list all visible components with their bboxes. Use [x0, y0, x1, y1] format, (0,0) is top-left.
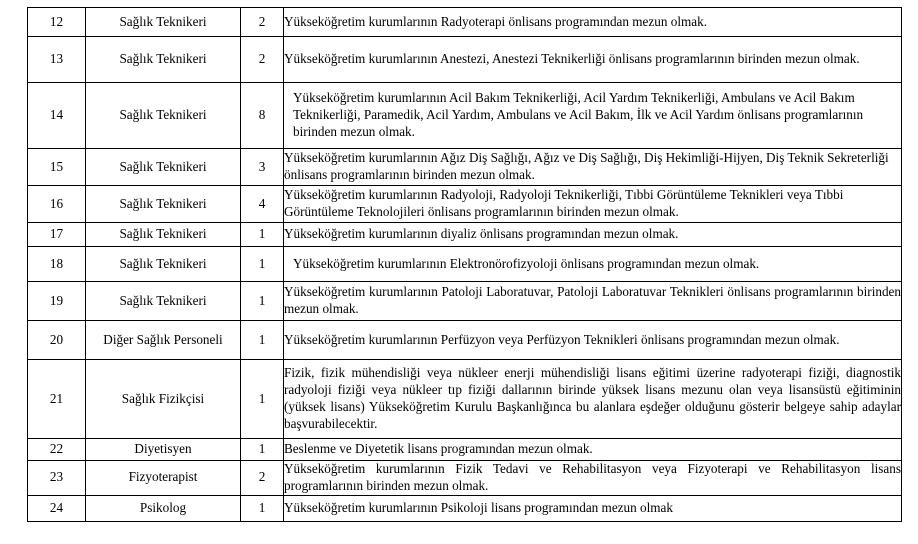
position-title-cell: Sağlık Teknikeri: [86, 186, 241, 223]
position-title-cell: Sağlık Teknikeri: [86, 37, 241, 83]
quantity-cell: 1: [241, 495, 284, 521]
quantity-cell: 2: [241, 461, 284, 496]
row-number-cell: 20: [28, 321, 86, 360]
requirements-cell: Yükseköğretim kurumlarının Psikoloji lisans programından mezun olmak: [284, 495, 902, 521]
row-number-cell: 16: [28, 186, 86, 223]
quantity-cell: 1: [241, 439, 284, 461]
table-row: [28, 282, 902, 321]
table-row: [28, 83, 902, 149]
quantity-cell: 8: [241, 83, 284, 149]
requirements-cell: Yükseköğretim kurumlarının Fizik Tedavi ve Rehabilitasyon veya Fizyoterapi ve Rehabilitasyon lisans programlarının birinden mezun olmak.: [284, 461, 902, 496]
table-row: [28, 461, 902, 496]
position-title-cell: Diyetisyen: [86, 439, 241, 461]
position-title-cell: Sağlık Teknikeri: [86, 83, 241, 149]
table-row: [28, 37, 902, 83]
position-title-cell: Sağlık Teknikeri: [86, 223, 241, 247]
row-number-cell: 14: [28, 83, 86, 149]
row-number-cell: 21: [28, 360, 86, 439]
table-row: [28, 360, 902, 439]
requirements-cell: Yükseköğretim kurumlarının Patoloji Laboratuvar, Patoloji Laboratuvar Teknikleri önlisans programlarının birinden mezun olmak.: [284, 282, 902, 321]
quantity-cell: 2: [241, 8, 284, 37]
row-number-cell: 18: [28, 247, 86, 282]
position-title-cell: Sağlık Teknikeri: [86, 8, 241, 37]
row-number-cell: 15: [28, 149, 86, 186]
table-row: [28, 247, 902, 282]
table-row: [28, 495, 902, 521]
qualifications-table: [27, 7, 902, 522]
requirements-cell: Yükseköğretim kurumlarının Radyoloji, Radyoloji Teknikerliği, Tıbbi Görüntüleme Teknikleri veya Tıbbi Görüntüleme Teknolojileri önlisans programlarının birinden mezun olmak.: [284, 186, 902, 223]
row-number-cell: 12: [28, 8, 86, 37]
requirements-cell: Beslenme ve Diyetetik lisans programından mezun olmak.: [284, 439, 902, 461]
position-title-cell: Psikolog: [86, 495, 241, 521]
position-title-cell: Sağlık Teknikeri: [86, 282, 241, 321]
row-number-cell: 19: [28, 282, 86, 321]
requirements-cell: Yükseköğretim kurumlarının Ağız Diş Sağlığı, Ağız ve Diş Sağlığı, Diş Hekimliği-Hijyen, Diş Teknik Sekreterliği önlisans programlarının birinden mezun olmak.: [284, 149, 902, 186]
requirements-cell: Yükseköğretim kurumlarının diyaliz önlisans programından mezun olmak.: [284, 223, 902, 247]
quantity-cell: 1: [241, 223, 284, 247]
requirements-cell: Fizik, fizik mühendisliği veya nükleer enerji mühendisliği lisans eğitimi üzerine radyoterapi fiziği, diagnostik radyoloji fiziği veya nükleer tıp fiziği dallarının birinde yüksek lisans mezunu olan veya lisansüstü eğitiminin (yüksek lisans) Yükseköğretim Kurulu Başkanlığınca bu alanlara eşdeğer olduğunu gösterir belgeye sahip adaylar başvurabilecektir.: [284, 360, 902, 439]
table-row: [28, 186, 902, 223]
quantity-cell: 1: [241, 321, 284, 360]
position-title-cell: Diğer Sağlık Personeli: [86, 321, 241, 360]
row-number-cell: 24: [28, 495, 86, 521]
table-row: [28, 223, 902, 247]
quantity-cell: 1: [241, 282, 284, 321]
position-title-cell: Sağlık Teknikeri: [86, 149, 241, 186]
position-title-cell: Sağlık Fizikçisi: [86, 360, 241, 439]
quantity-cell: 1: [241, 360, 284, 439]
table-row: [28, 439, 902, 461]
table-row: [28, 149, 902, 186]
row-number-cell: 23: [28, 461, 86, 496]
requirements-cell: Yükseköğretim kurumlarının Radyoterapi önlisans programından mezun olmak.: [284, 8, 902, 37]
table-row: [28, 321, 902, 360]
quantity-cell: 1: [241, 247, 284, 282]
quantity-cell: 3: [241, 149, 284, 186]
requirements-cell: Yükseköğretim kurumlarının Anestezi, Anestezi Teknikerliği önlisans programlarının birinden mezun olmak.: [284, 37, 902, 83]
quantity-cell: 2: [241, 37, 284, 83]
position-title-cell: Sağlık Teknikeri: [86, 247, 241, 282]
requirements-cell: Yükseköğretim kurumlarının Perfüzyon veya Perfüzyon Teknikleri önlisans programından mezun olmak.: [284, 321, 902, 360]
requirements-cell: Yükseköğretim kurumlarının Elektronörofizyoloji önlisans programından mezun olmak.: [284, 247, 902, 282]
row-number-cell: 17: [28, 223, 86, 247]
table-body: [28, 8, 902, 522]
row-number-cell: 13: [28, 37, 86, 83]
row-number-cell: 22: [28, 439, 86, 461]
table-row: [28, 8, 902, 37]
quantity-cell: 4: [241, 186, 284, 223]
position-title-cell: Fizyoterapist: [86, 461, 241, 496]
requirements-cell: Yükseköğretim kurumlarının Acil Bakım Teknikerliği, Acil Yardım Teknikerliği, Ambulans ve Acil Bakım Teknikerliği, Paramedik, Acil Yardım, Ambulans ve Acil Bakım, İlk ve Acil Yardım önlisans programlarının birinden mezun olmak.: [284, 83, 902, 149]
